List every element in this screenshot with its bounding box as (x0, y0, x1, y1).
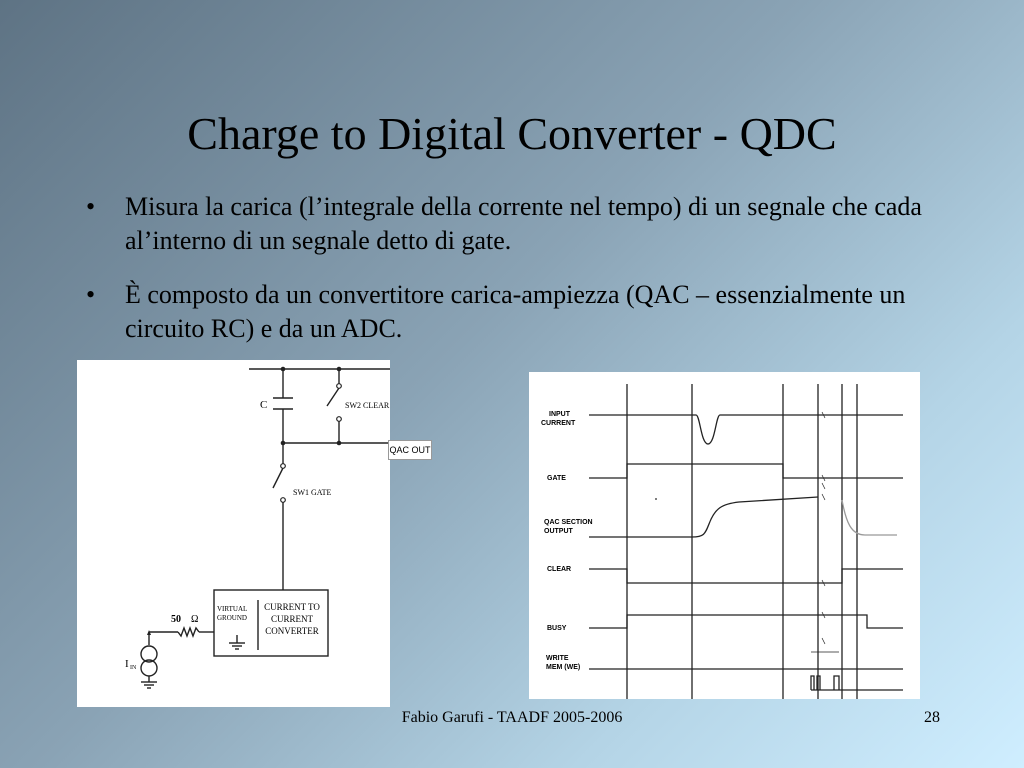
signal-label-qac-1: QAC SECTION (544, 519, 593, 526)
switch2-label: SW2 CLEAR (345, 401, 390, 410)
timing-diagram (529, 372, 920, 699)
virtual-ground-label-1: VIRTUAL (217, 605, 248, 613)
footer-text: Fabio Garufi - TAADF 2005-2006 (401, 709, 623, 726)
switch1-label: SW1 GATE (293, 488, 332, 497)
signal-label-write-1: WRITE (546, 655, 569, 662)
slide-title: Charge to Digital Converter - QDC (187, 108, 837, 159)
resistor-value: 50 (171, 614, 181, 625)
signal-label-busy: BUSY (547, 625, 567, 632)
virtual-ground-label-2: GROUND (217, 614, 247, 622)
converter-label-1: CURRENT TO (264, 602, 320, 612)
bullet-dot-icon: • (86, 192, 96, 221)
bullet-list (86, 190, 946, 366)
source-label: I (125, 658, 129, 670)
bullet-text: È composto da un convertitore carica-ampiezza (QAC – essenzialmente un circuito RC) e da un ADC. (125, 280, 906, 343)
timing-chart (529, 372, 920, 699)
circuit-diagram (77, 360, 390, 707)
bullet-text: Misura la carica (l’integrale della corrente nel tempo) di un segnale che cada al’interno di un segnale detto di gate. (125, 192, 922, 255)
converter-label-2: CURRENT (270, 614, 314, 624)
signal-label-clear: CLEAR (547, 566, 572, 573)
converter-label-3: CONVERTER (265, 626, 319, 636)
resistor-unit: Ω (191, 614, 199, 625)
signal-label-qac-2: OUTPUT (544, 528, 573, 535)
circuit-schematic (77, 360, 390, 707)
signal-label-input-2: CURRENT (541, 420, 576, 427)
signal-label-write-2: MEM (WE) (546, 664, 581, 671)
bullet-item (86, 278, 946, 346)
capacitor-label: C (260, 399, 268, 411)
qac-out-label: QAC OUT (388, 440, 432, 460)
signal-label-input-1: INPUT (549, 411, 570, 418)
bullet-dot-icon: • (86, 280, 96, 309)
signal-label-gate: GATE (547, 475, 566, 482)
source-subscript: IN (130, 665, 137, 671)
bullet-item (86, 190, 946, 258)
page-number: 28 (924, 709, 940, 726)
